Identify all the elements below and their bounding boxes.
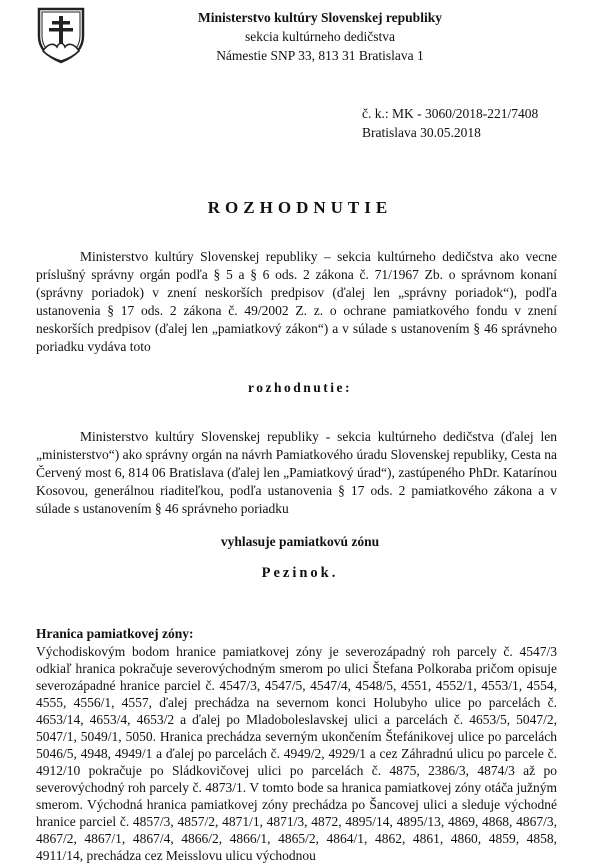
- decision-paragraph: Ministerstvo kultúry Slovenskej republiky - sekcia kultúrneho dedičstva (ďalej len „ministerstvo“) ako správny orgán na návrh Pamiatkového úradu Slovenskej republiky, Cesta na Červený most 6, 814 06 Bratislava (ďalej len „Pamiatkový úrad“), zastúpeného PhDr. Katarínou Kosovou, generálnou riaditeľkou, podľa ustanovenia § 17 ods. 2 pamiatkového zákona a v súlade s ustanovením § 46 správneho poriadku: [36, 429, 557, 516]
- place-date: Bratislava 30.05.2018: [362, 125, 481, 140]
- declaration-line: vyhlasuje pamiatkovú zónu: [220, 534, 380, 549]
- ministry-name: Ministerstvo kultúry Slovenskej republiky: [198, 10, 442, 25]
- zone-name: Pezinok.: [261, 565, 339, 581]
- document-title: ROZHODNUTIE: [207, 198, 393, 217]
- issuer-header: [150, 8, 490, 65]
- intro-paragraph: Ministerstvo kultúry Slovenskej republiky – sekcia kultúrneho dedičstva ako vecne príslušný správny orgán podľa § 5 a § 6 ods. 2 zákona č. 71/1967 Zb. o správnom konaní (správny poriadok) v znení neskorších predpisov (ďalej len „správny poriadok“), podľa ustanovenia § 17 ods. 2 zákona č. 49/2002 Z. z. o ochrane pamiatkového fondu v znení neskorších predpisov (ďalej len „pamiatkový zákon“) a v súlade s ustanovením § 46 správneho poriadku vydáva toto: [36, 249, 557, 354]
- boundary-heading: Hranica pamiatkovej zóny:: [36, 626, 194, 641]
- decision-subtitle: rozhodnutie:: [247, 380, 352, 395]
- ministry-address: Námestie SNP 33, 813 31 Bratislava 1: [216, 48, 424, 63]
- reference-number: č. k.: MK - 3060/2018-221/7408: [362, 106, 539, 121]
- section-name: sekcia kultúrneho dedičstva: [245, 29, 395, 44]
- reference-block: [362, 104, 538, 142]
- boundary-paragraph: Východiskovým bodom hranice pamiatkovej zóny je severozápadný roh parcely č. 4547/3 odkiaľ hranica pokračuje severovýchodným smerom po ulici Štefana Polkoraba pričom opisuje severozápadné hranice parciel č. 4547/3, 4547/5, 4547/4, 4548/5, 4551, 4552/1, 4553/1, 4554, 4555, 4556/1, 4557, ďalej prechádza na severnom konci Holubyho ulice po parcelách č. 4653/14, 4653/4, 4653/2 a ďalej po Mladoboleslavskej ulici a parcelách č. 4653/5, 5047/2, 5047/1, 5049/1, 5050. Hranica prechádza severným ukončením Štefánikovej ulice po parcelách 5046/5, 4948, 4949/1 a ďalej po parcelách č. 4949/2, 4929/1 a cez Záhradnú ulicu po parcele č. 4912/10 pokračuje po Sládkovičovej ulici po parcelách č. 4875, 2386/3, 4874/3 až po severovýchodný roh parcely č. 4873/1. V tomto bode sa hranica pamiatkovej zóny otáča južným smerom. Východná hranica pamiatkovej zóny prechádza po Šancovej ulici a sleduje východné hranice parciel č. 4857/3, 4857/2, 4871/1, 4871/3, 4872, 4895/14, 4895/13, 4869, 4868, 4867/3, 4867/2, 4867/1, 4867/4, 4866/2, 4866/1, 4865/2, 4864/1, 4862, 4861, 4860, 4859, 4858, 4911/14, prechádza cez Meisslovu ulicu východnou: [36, 644, 557, 863]
- coat-of-arms-icon: [36, 6, 86, 64]
